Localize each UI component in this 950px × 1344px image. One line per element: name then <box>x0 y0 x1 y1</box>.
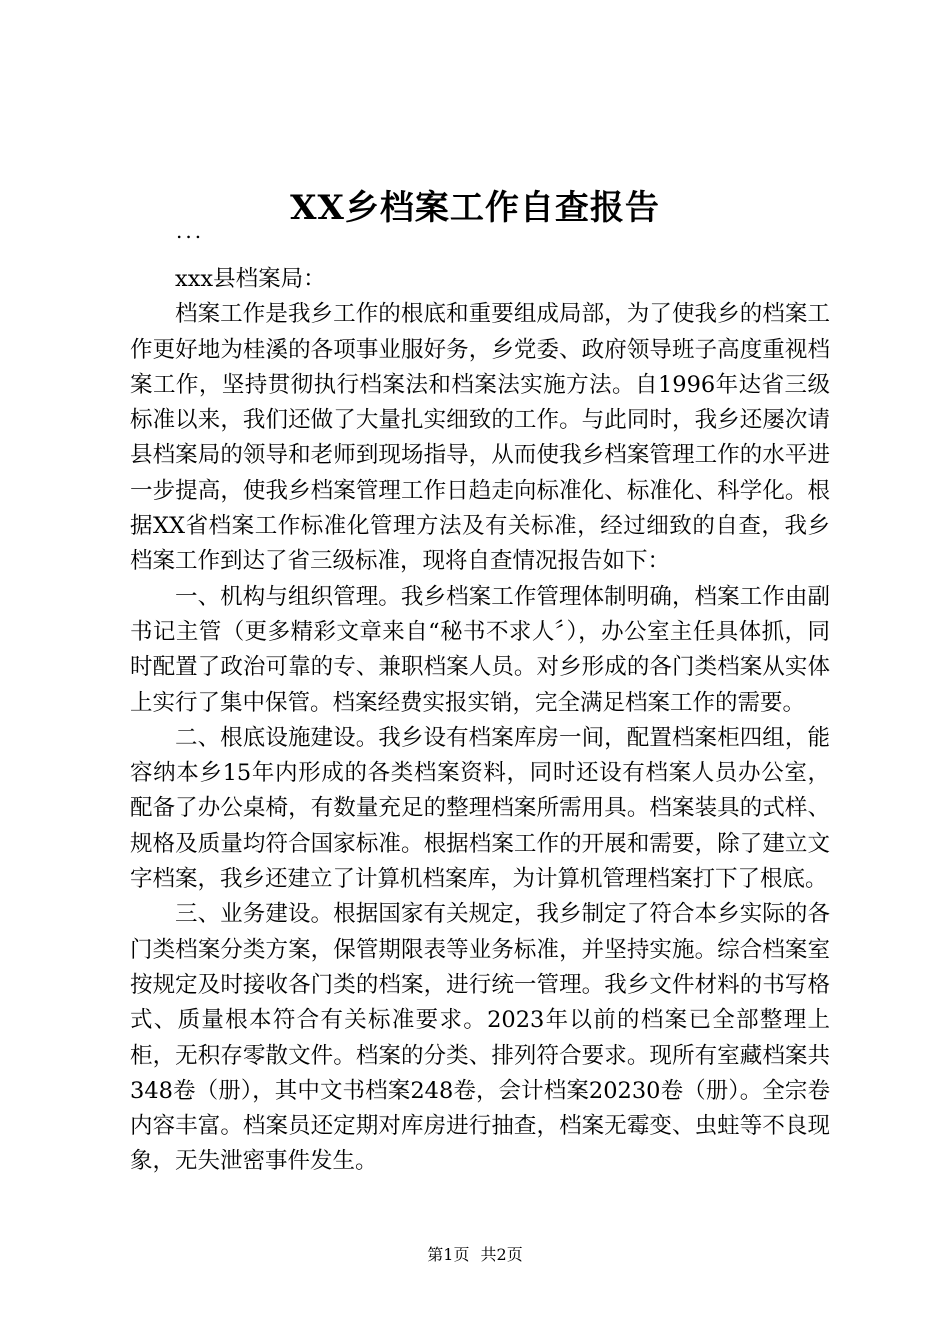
page-total: 共2页 <box>480 1245 523 1264</box>
salutation: xxx县档案局： <box>175 266 326 292</box>
ellipsis-marker: ... <box>176 219 205 243</box>
document-title: XX乡档案工作自查报告 <box>290 188 660 228</box>
paragraph-organization: 一、机构与组织管理。我乡档案工作管理体制明确，档案工作由副书记主管（更多精彩文章来自“秘书不求人〞），办公室主任具体抓，同时配置了政治可靠的专、兼职档案人员。对乡形成的各门类档案从实体上实行了集中保管。档案经费实报实销，完全满足档案工作的需要。 <box>130 583 830 716</box>
page-number: 第1页 <box>427 1245 470 1264</box>
paragraph-intro: 档案工作是我乡工作的根底和重要组成局部，为了使我乡的档案工作更好地为桂溪的各项事业服好务，乡党委、政府领导班子高度重视档案工作，坚持贯彻执行档案法和档案法实施方法。自1996年达省三级标准以来，我们还做了大量扎实细致的工作。与此同时，我乡还屡次请县档案局的领导和老师到现场指导，从而使我乡档案管理工作的水平进一步提高，使我乡档案管理工作日趋走向标准化、标准化、科学化。根据XX省档案工作标准化管理方法及有关标准，经过细致的自查，我乡档案工作到达了省三级标准，现将自查情况报告如下： <box>130 301 830 575</box>
page-footer <box>0 1244 950 1266</box>
paragraph-business: 三、业务建设。根据国家有关规定，我乡制定了符合本乡实际的各门类档案分类方案，保管期限表等业务标准，并坚持实施。综合档案室按规定及时接收各门类的档案，进行统一管理。我乡文件材料的书写格式、质量根本符合有关标准要求。2023年以前的档案已全部整理上柜，无积存零散文件。档案的分类、排列符合要求。现所有室藏档案共348卷（册），其中文书档案248卷，会计档案20230卷（册）。全宗卷内容丰富。档案员还定期对库房进行抽查，档案无霉变、虫蛀等不良现象，无失泄密事件发生。 <box>130 901 830 1175</box>
document-body <box>130 262 830 1180</box>
paragraph-infrastructure: 二、根底设施建设。我乡设有档案库房一间，配置档案柜四组，能容纳本乡15年内形成的各类档案资料，同时还设有档案人员办公室，配备了办公桌椅，有数量充足的整理档案所需用具。档案装具的式样、规格及质量均符合国家标准。根据档案工作的开展和需要，除了建立文字档案，我乡还建立了计算机档案库，为计算机管理档案打下了根底。 <box>130 724 830 893</box>
